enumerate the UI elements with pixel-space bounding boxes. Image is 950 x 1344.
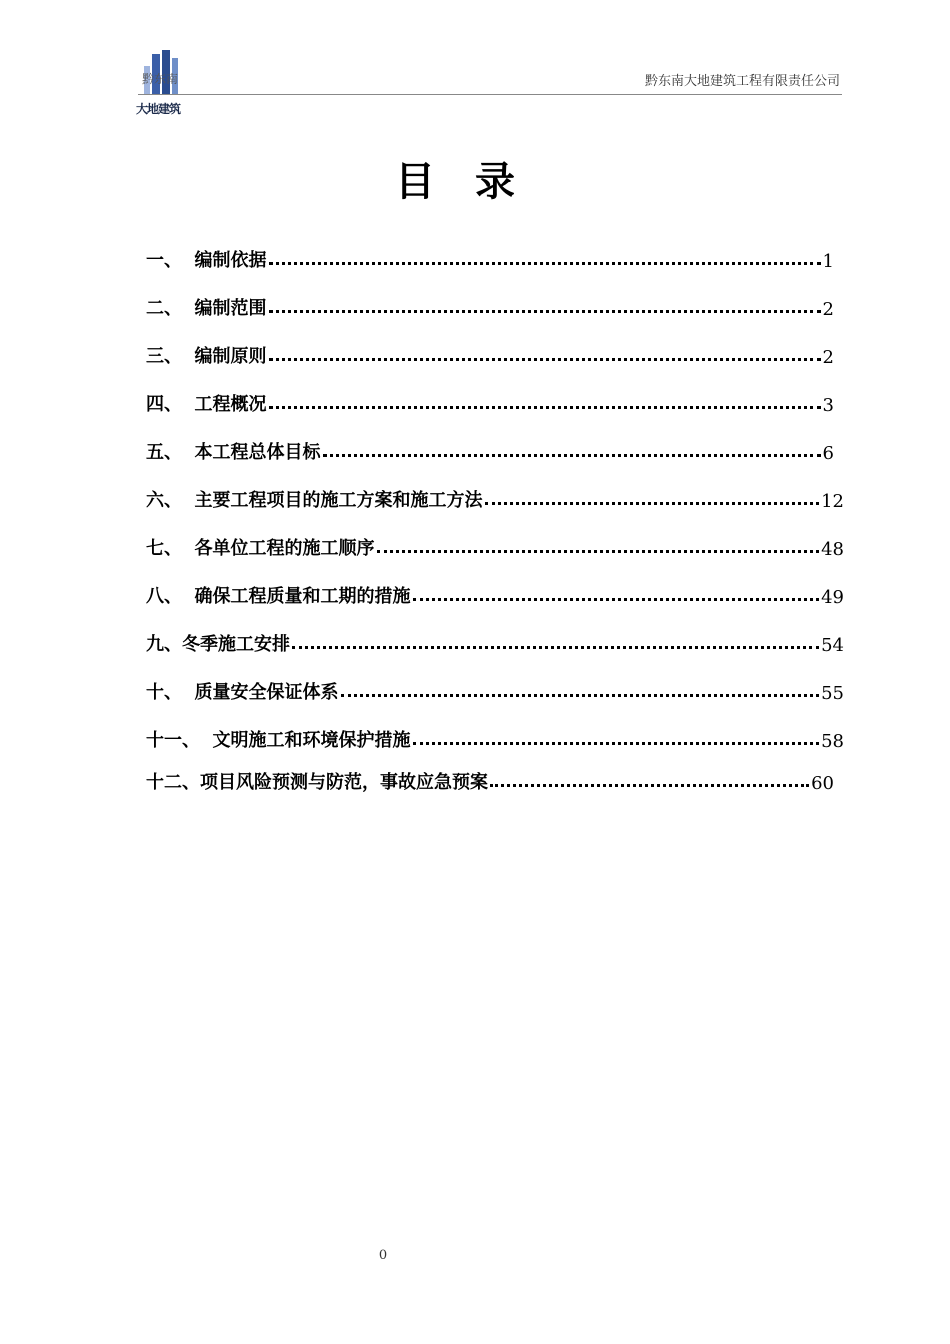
toc-leader-dots xyxy=(377,550,820,553)
toc-entry[interactable] xyxy=(146,388,834,416)
toc-entry-page: 3 xyxy=(822,395,834,416)
toc-entry[interactable] xyxy=(146,676,844,704)
toc-entry-page: 6 xyxy=(822,443,834,464)
toc-entry-label: 六、 主要工程项目的施工方案和施工方法 xyxy=(146,490,483,511)
toc-entry[interactable] xyxy=(146,580,844,608)
toc-entry-page: 55 xyxy=(821,683,844,704)
toc-entry[interactable] xyxy=(146,292,834,320)
toc-entry[interactable] xyxy=(146,628,844,656)
toc-entry[interactable] xyxy=(146,244,834,272)
toc-entry-page: 54 xyxy=(821,635,844,656)
toc-entry[interactable] xyxy=(146,484,844,512)
toc-entry-label: 七、 各单位工程的施工顺序 xyxy=(146,538,375,559)
toc-leader-dots xyxy=(413,742,820,745)
toc-entry-label: 十一、 文明施工和环境保护措施 xyxy=(146,730,411,751)
toc-entry-page: 2 xyxy=(822,347,834,368)
logo-text-top: 黔东南 xyxy=(142,72,179,86)
toc-leader-dots xyxy=(269,310,821,313)
toc-entry-page: 12 xyxy=(821,491,844,512)
page-title xyxy=(0,150,950,207)
toc-entry[interactable] xyxy=(146,340,834,368)
toc-entry[interactable] xyxy=(146,766,834,794)
toc-entry-page: 60 xyxy=(811,773,834,794)
toc-leader-dots xyxy=(341,694,820,697)
toc-entry-page: 49 xyxy=(821,587,844,608)
toc-leader-dots xyxy=(269,358,821,361)
title-char: 目 xyxy=(395,159,475,205)
toc-leader-dots xyxy=(292,646,819,649)
toc-entry-page: 48 xyxy=(821,539,844,560)
toc-leader-dots xyxy=(269,262,821,265)
toc-entry-label: 十二、项目风险预测与防范，事故应急预案 xyxy=(146,772,488,793)
toc-entry-label: 八、 确保工程质量和工期的措施 xyxy=(146,586,411,607)
header-divider xyxy=(138,94,842,95)
toc-entry-label: 四、 工程概况 xyxy=(146,394,267,415)
company-logo xyxy=(134,50,194,118)
title-char: 录 xyxy=(475,159,555,205)
page-number: 0 xyxy=(378,1248,388,1263)
toc-entry-page: 1 xyxy=(822,251,834,272)
company-name: 黔东南大地建筑工程有限责任公司 xyxy=(644,74,840,89)
toc-entry-page: 2 xyxy=(822,299,834,320)
toc-leader-dots xyxy=(413,598,820,601)
toc-entry-label: 二、 编制范围 xyxy=(146,298,267,319)
toc-entry[interactable] xyxy=(146,436,834,464)
toc-leader-dots xyxy=(485,502,820,505)
toc-leader-dots xyxy=(269,406,821,409)
toc-entry[interactable] xyxy=(146,532,844,560)
toc-leader-dots xyxy=(323,454,821,457)
toc-entry-page: 58 xyxy=(821,731,844,752)
toc-entry-label: 九、冬季施工安排 xyxy=(146,634,290,655)
toc-entry-label: 三、 编制原则 xyxy=(146,346,267,367)
logo-text-bottom: 大地建筑 xyxy=(136,102,181,116)
toc-entry-label: 五、 本工程总体目标 xyxy=(146,442,321,463)
toc-entry-label: 十、 质量安全保证体系 xyxy=(146,682,339,703)
toc-entry[interactable] xyxy=(146,724,844,752)
toc-entry-label: 一、 编制依据 xyxy=(146,250,267,271)
toc-leader-dots xyxy=(490,784,809,787)
